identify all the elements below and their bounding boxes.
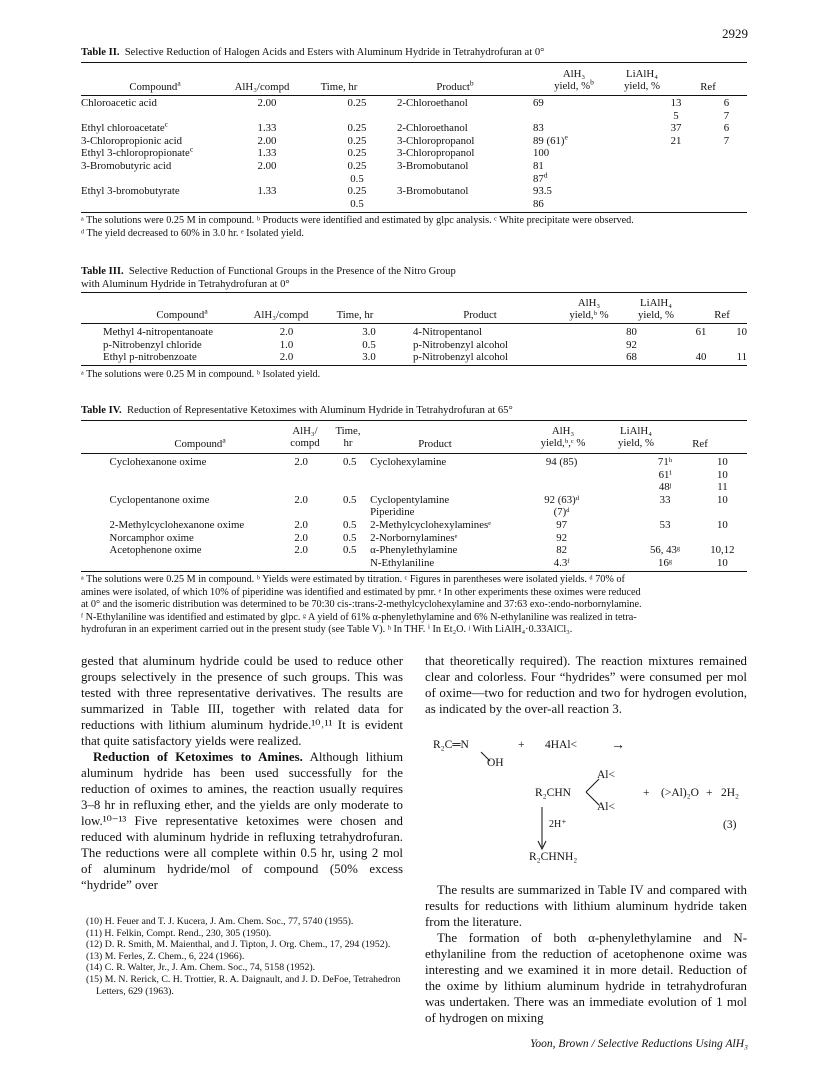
table4-ref-cell: 10	[717, 493, 728, 506]
table2-time-cell: 0.5	[350, 172, 364, 185]
table2-product-cell	[397, 198, 533, 211]
left-column	[81, 653, 403, 893]
table2-header-rule	[81, 95, 747, 96]
table2-ref-cell: 6	[723, 122, 730, 135]
body-paragraph: The formation of both α-phenylethylamine and N-ethylaniline from the reduction of acetophenone oxime was interesting and we examined it in more detail. Reduction of the oxime by lithium aluminum hydride in tetrahydrofuran was undertaken. There was an immediate evolution of 1 mol of hydrogen on mixing	[425, 931, 747, 1025]
table4-ratio-cell: 2.0	[294, 518, 308, 531]
table4-product-cell: 2-Norbornylaminesᵉ	[370, 531, 458, 544]
table4-footnote: hydrofuran in an experiment carried out in the present study (see Table V). ʰ In THF. ⁱ In Et₂O. ʲ With LiAlH₄·0.33AlCl₃.	[81, 624, 573, 635]
table-row	[81, 110, 747, 123]
table3-alh3-cell: 92	[626, 338, 637, 351]
table3-product-cell: 4-Nitropentanol	[413, 326, 482, 338]
table-row	[81, 185, 747, 198]
table4-time-cell: 0.5	[342, 544, 357, 557]
table2-product-cell: 2-Chloroethanol	[397, 97, 468, 109]
table3-product-cell: p-Nitrobenzyl alcohol	[413, 338, 509, 351]
table4-compound-cell: Acetophenone oxime	[109, 544, 202, 557]
table4-ref-cell	[698, 532, 747, 545]
table3-header-compound: Compound$^a$	[156, 306, 208, 321]
table4-product-cell: N-Ethylaniline	[370, 556, 435, 569]
table2-ratio-cell	[217, 110, 317, 123]
reference-item: (14) C. R. Walter, Jr., J. Am. Chem. Soc., 74, 5158 (1952).	[86, 962, 316, 974]
table4-product-cell: 2-Methylcyclohexylaminesᵉ	[370, 518, 491, 531]
table4-header-time: Time, hr	[335, 425, 361, 450]
table2-time-cell: 0.25	[347, 185, 367, 198]
table4-ratio-cell: 2.0	[294, 531, 308, 544]
table4-product-cell: α-Phenylethylamine	[370, 544, 458, 557]
table2-ratio-cell	[217, 173, 317, 186]
table2-product-cell: 3-Bromobutanol	[397, 185, 469, 198]
table4-ratio-cell: 2.0	[294, 456, 308, 468]
table2-lialh4-cell	[646, 185, 706, 198]
table4-ref-cell: 10	[717, 468, 728, 481]
table2-caption	[81, 47, 544, 60]
eq-plus: +	[518, 739, 525, 751]
table2-alh3-cell: 86	[533, 197, 544, 210]
table-row	[81, 506, 747, 519]
table4-lialh4-cell: 56, 43ᵍ	[649, 544, 681, 557]
eq-arrow: →	[611, 738, 625, 753]
table3-time-cell: 3.0	[362, 326, 376, 338]
table2-ref-cell	[706, 198, 747, 211]
table2-ratio-cell: 2.00	[257, 97, 277, 109]
table2-compound-cell	[81, 173, 217, 186]
table4-top-rule	[81, 420, 747, 421]
table4-compound-cell: Cyclohexanone oxime	[109, 456, 207, 468]
table3-ratio-cell: 1.0	[279, 338, 294, 351]
table2-time-cell: 0.25	[347, 147, 367, 160]
eq-number: (3)	[723, 819, 737, 831]
table2-ratio-cell: 1.33	[257, 185, 277, 198]
table-row	[81, 160, 747, 173]
table3-header-lialh4: LiAlH₄ yield, %	[638, 297, 674, 322]
reference-item: (11) H. Felkin, Compt. Rend., 230, 305 (1950).	[86, 927, 272, 939]
table3-ref-cell	[732, 339, 747, 352]
table2-bottom-rule	[81, 212, 747, 213]
table2-compound-cell: 3-Chloropropionic acid	[81, 134, 183, 147]
table4-ref-cell: 10	[717, 556, 728, 569]
table4-header-lialh4: LiAlH₄ yield, %	[618, 425, 654, 450]
reference-item: (10) H. Feuer and T. J. Kucera, J. Am. Chem. Soc., 77, 5740 (1955).	[86, 916, 354, 927]
table2-product-cell: 3-Bromobutanol	[397, 159, 469, 172]
table2-alh3-cell: 69	[533, 97, 544, 109]
body-paragraph: The results are summarized in Table IV and compared with results for reductions with lithium aluminum hydride taken from the literature.	[425, 883, 747, 929]
table2-ratio-cell: 1.33	[257, 147, 277, 160]
table2-ref-cell: 7	[723, 134, 730, 147]
table2-lialh4-cell	[646, 198, 706, 211]
table3-time-cell: 0.5	[362, 338, 376, 351]
table2-ratio-cell: 1.33	[257, 122, 277, 135]
eq-intermediate: R₂CHN	[535, 787, 571, 799]
table2-time-cell: 0.25	[347, 159, 367, 172]
table4-product-cell: Cyclopentylamine	[370, 493, 450, 506]
table4-header-ratio: AlH₃/ compd	[290, 425, 320, 450]
eq-al-bottom: Al<	[597, 801, 615, 813]
eq-reagent: 4HAl<	[545, 739, 578, 751]
table2-product-cell	[397, 110, 533, 123]
table4-lialh4-cell	[632, 506, 697, 519]
table4-compound-cell: 2-Methylcyclohexanone oxime	[109, 518, 245, 531]
reference-item: (12) D. R. Smith, M. Maienthal, and J. Tipton, J. Org. Chem., 17, 294 (1952).	[86, 939, 391, 951]
table-row	[81, 173, 747, 186]
table2-ref-cell	[706, 185, 747, 198]
table3-compound-cell: Ethyl p-nitrobenzoate	[103, 351, 197, 364]
table4-header-compound: Compound$^a$	[174, 435, 226, 450]
table2-body	[81, 97, 747, 210]
table3-label: Table III.	[81, 266, 124, 277]
table2-time-cell: 0.25	[347, 97, 367, 109]
table3-ratio-cell: 2.0	[279, 351, 294, 364]
table-row	[81, 326, 747, 339]
table4-ratio-cell	[273, 469, 329, 482]
table2-lialh4-cell: 37	[670, 122, 682, 135]
eq-oh: OH	[487, 757, 504, 769]
table4-compound-cell	[110, 481, 273, 494]
table-row	[81, 469, 747, 482]
eq-step: 2H⁺	[549, 819, 567, 830]
table4-caption-text: Reduction of Representative Ketoximes with Aluminum Hydride in Tetrahydrofuran at 65°	[126, 405, 513, 416]
table2-time-cell	[317, 110, 397, 123]
table2-alh3-cell: 100	[533, 147, 550, 160]
table-row	[81, 135, 747, 148]
references	[86, 916, 402, 997]
body-paragraph: Reduction of Ketoximes to Amines. Although lithium aluminum hydride has been used successfully for the reduction of oximes to amines, the reaction usually requires 3–8 hr in refluxing ether, and the yields are only moderate to low.¹⁰⁻¹³ Five representative ketoximes were chosen and reduced with aluminum hydride in refluxing tetrahydrofuran. The reductions were all complete within 0.5 hr, using 2 mol of aluminum hydride/mol of compound (50% excess “hydride” over	[81, 750, 403, 892]
table-row	[81, 494, 747, 507]
table2-header-compound: Compound$^a$	[129, 78, 181, 93]
table3-compound-cell: Methyl 4-nitropentanoate	[103, 326, 214, 338]
table4-ref-cell	[698, 506, 747, 519]
table2-lialh4-cell	[646, 147, 706, 160]
table4-footnote: at 0° and the isomeric distribution was determined to be 70:30 cis-:trans-2-methylcyclohexylamine and 37:63 exo-:endo-norbornylamine.	[81, 599, 642, 610]
table2-alh3-cell	[533, 110, 646, 123]
table4-time-cell: 0.5	[342, 456, 357, 468]
table4-alh3-cell: 82	[556, 544, 568, 557]
table4-product-cell	[370, 481, 491, 494]
table4-footnotes	[81, 574, 751, 637]
table3-lialh4-cell: 61	[695, 326, 707, 338]
reference-item: (13) M. Ferles, Z. Chem., 6, 224 (1966).	[86, 950, 245, 962]
table-row	[81, 544, 747, 557]
table2-alh3-cell: 83	[533, 122, 544, 135]
table2-alh3-cell: 81	[533, 159, 544, 172]
table4-alh3-cell: 4.3ᶠ	[553, 556, 570, 569]
table4-header-ref: Ref	[692, 438, 708, 450]
table2-alh3-cell: 87$^d$	[533, 169, 548, 185]
section-heading: Reduction of Ketoximes to Amines.	[93, 750, 303, 764]
body-paragraph: gested that aluminum hydride could be used to reduce other groups selectively in the presence of such groups. This was tested with three representative derivatives. The results are summarized in Table III, together with related data for reductions with lithium aluminum hydride.¹⁰˒¹¹ It is evident that quite satisfactory yields were realized.	[81, 654, 403, 748]
table-row	[81, 97, 747, 110]
table4-compound-cell	[110, 506, 273, 519]
table2-lialh4-cell: 13	[670, 97, 682, 109]
table2-lialh4-cell	[646, 160, 706, 173]
table4-alh3-cell: 97	[556, 518, 568, 531]
table3-header-alh3: AlH₃ yield,ᵇ %	[569, 297, 609, 322]
table2-header-ratio: AlH₃/compd	[234, 81, 290, 93]
table3-lialh4-cell: 40	[695, 351, 707, 364]
eq-reactant: R₂C═N	[433, 739, 469, 751]
table3-ratio-cell: 2.0	[279, 326, 294, 338]
table4-ref-cell: 10	[717, 518, 728, 531]
table2-ref-cell	[706, 160, 747, 173]
table2-footnotes	[81, 215, 751, 240]
eq-byproduct: (>Al)₂O	[661, 787, 699, 799]
table3-header-ref: Ref	[714, 309, 730, 321]
table2-footnote: ᵈ The yield decreased to 60% in 3.0 hr. ᵉ Isolated yield.	[81, 227, 304, 239]
reference-item: (15) M. N. Rerick, C. H. Trottier, R. A. Daignault, and J. D. DeFoe, Tetrahedron Letters, 629 (1963).	[86, 973, 401, 997]
table4-header-alh3: AlH₃ yield,ᵇ,ᶜ %	[540, 425, 586, 450]
table2-ratio-cell: 2.00	[257, 159, 277, 172]
table2-ref-cell	[706, 147, 747, 160]
table4-alh3-cell	[491, 481, 632, 494]
table4-ratio-cell	[273, 481, 329, 494]
table4-time-cell: 0.5	[342, 518, 357, 531]
table3-alh3-cell: 68	[626, 351, 637, 364]
table4-alh3-cell: 92 (63)ᵈ	[544, 493, 580, 506]
table4-lialh4-cell: 33	[659, 493, 671, 506]
right-column-para1: that theoretically required). The reaction mixtures remained clear and colorless. Four “hydrides” were consumed per mol of oxime—two for reduction and two for hydrogen evolution, as indicated by the over-all reaction 3.	[425, 654, 747, 716]
table-row	[81, 456, 747, 469]
right-column-lower	[425, 882, 747, 1026]
table3-alh3-cell: 80	[626, 326, 637, 338]
table2-alh3-cell: 89 $(61)^e$	[533, 132, 568, 147]
table4-footnote: ᵃ The solutions were 0.25 M in compound. ᵇ Yields were estimated by titration. ᶜ Figures in parentheses were isolated yields. ᵈ 70% of	[81, 574, 625, 585]
table2-product-cell: 3-Chloropropanol	[397, 147, 475, 160]
table2-header-lialh4: LiAlH₄ yield, %	[624, 68, 660, 93]
table4-time-cell: 0.5	[342, 531, 357, 544]
table4-product-cell: Cyclohexylamine	[370, 456, 447, 468]
table4-bottom-rule	[81, 571, 747, 572]
table4-ratio-cell	[273, 557, 329, 570]
table2-lialh4-cell	[646, 173, 706, 186]
table4-compound-cell: Cyclopentanone oxime	[109, 493, 210, 506]
eq-product: R₂CHNH₂	[529, 851, 578, 863]
table3-caption-text-2: with Aluminum Hydride in Tetrahydrofuran at 0°	[81, 278, 290, 290]
table2-alh3-cell: 93.5	[533, 185, 552, 198]
table4-footnote: amines were isolated, of which 10% of piperidine was identified and estimated by pmr. ᵉ In other experiments these oximes were reduced	[81, 586, 641, 598]
table4-compound-cell: Norcamphor oxime	[109, 531, 194, 544]
table4-ratio-cell	[273, 506, 329, 519]
table-row	[81, 519, 747, 532]
table2-compound-cell	[81, 110, 217, 123]
table2-header-ref: Ref	[700, 81, 716, 93]
table2-header-alh3: AlH₃ yield, %$^b$	[554, 68, 594, 93]
table4-time-cell	[329, 469, 370, 482]
table-row	[81, 198, 747, 211]
table4-ref-cell: 10,12	[710, 544, 735, 557]
table4-lialh4-cell	[632, 532, 697, 545]
table2-compound-cell	[81, 198, 217, 211]
table2-ratio-cell	[217, 198, 317, 211]
table4-alh3-cell	[491, 469, 632, 482]
table4-header-product: Product	[418, 438, 452, 450]
table4-lialh4-cell: 61ⁱ	[658, 468, 672, 481]
table2-ref-cell: 7	[723, 109, 730, 122]
table3-lialh4-cell	[670, 339, 732, 352]
eq-plus: +	[643, 787, 650, 799]
table3-caption	[81, 266, 456, 291]
eq-plus: +	[706, 787, 713, 799]
table-row	[81, 122, 747, 135]
table4-ratio-cell: 2.0	[294, 493, 308, 506]
table3-bottom-rule	[81, 365, 747, 366]
page-number: 2929	[722, 26, 748, 41]
table4-label: Table IV.	[81, 405, 122, 416]
table3-compound-cell: p-Nitrobenzyl chloride	[103, 338, 202, 351]
table4-product-cell	[370, 469, 491, 482]
table4-ratio-cell: 2.0	[294, 544, 308, 557]
table2-time-cell: 0.5	[350, 197, 364, 210]
table2-product-cell: 2-Chloroethanol	[397, 122, 468, 135]
table2-header-product: Product$^b$	[436, 78, 474, 93]
table3-header-rule	[81, 323, 747, 324]
table4-alh3-cell: 92	[556, 531, 568, 544]
table3-footnote: ᵃ The solutions were 0.25 M in compound. ᵇ Isolated yield.	[81, 369, 321, 380]
table3-time-cell: 3.0	[362, 351, 376, 364]
table3-body	[81, 326, 747, 364]
table4-footnote: ᶠ N-Ethylaniline was identified and estimated by glpc. ᵍ A yield of 61% α-phenylethylamine and 6% N-ethylaniline was realized in tetra-	[81, 611, 637, 623]
table4-header-rule	[81, 453, 747, 454]
table2-footnote: ᵃ The solutions were 0.25 M in compound. ᵇ Products were identified and estimated by glpc analysis. ᶜ White precipitate were observed.	[81, 215, 634, 226]
table2-compound-cell: Ethyl chloroacetate$^c$	[81, 119, 168, 135]
table4-time-cell	[329, 506, 370, 519]
table4-time-cell	[329, 557, 370, 570]
table4-ref-cell: 10	[717, 456, 728, 468]
table4-ref-cell: 11	[717, 481, 728, 494]
table-row	[81, 339, 747, 352]
table3-top-rule	[81, 292, 747, 293]
table-row	[81, 557, 747, 570]
table-row	[81, 351, 747, 364]
table4-time-cell	[329, 481, 370, 494]
table4-alh3-cell: 94 (85)	[545, 456, 578, 468]
table2-lialh4-cell: 21	[670, 134, 682, 147]
table2-label: Table II.	[81, 47, 120, 58]
table4-product-cell: Piperidine	[370, 506, 415, 519]
table3-caption-text: Selective Reduction of Functional Groups in the Presence of the Nitro Group	[128, 266, 456, 277]
table2-ref-cell	[706, 173, 747, 186]
table2-compound-cell: Ethyl 3-bromobutyrate	[81, 185, 180, 198]
table2-ratio-cell: 2.00	[257, 134, 277, 147]
table4-alh3-cell: (7)ᵈ	[553, 506, 570, 519]
table3-header-ratio: AlH₃/compd	[253, 309, 309, 321]
table2-compound-cell: 3-Bromobutyric acid	[81, 159, 172, 172]
table2-product-cell: 3-Chloropropanol	[397, 134, 475, 147]
table2-ref-cell: 6	[723, 97, 730, 109]
table2-product-cell	[397, 173, 533, 186]
reaction-equation	[425, 725, 747, 865]
table4-body	[81, 456, 747, 569]
table4-caption	[81, 405, 513, 418]
table-row	[81, 532, 747, 545]
table-row	[81, 147, 747, 160]
running-footer: Yoon, Brown / Selective Reductions Using AlH₃	[530, 1038, 748, 1050]
table4-lialh4-cell: 16ᵍ	[658, 556, 673, 569]
table4-lialh4-cell: 71ʰ	[657, 456, 673, 468]
eq-down-arrow	[537, 807, 547, 853]
table4-lialh4-cell: 48ʲ	[658, 481, 672, 494]
table2-time-cell: 0.25	[347, 122, 367, 135]
table4-time-cell: 0.5	[342, 493, 357, 506]
eq-al-top: Al<	[597, 769, 615, 781]
table2-time-cell: 0.25	[347, 134, 367, 147]
table3-header-time: Time, hr	[336, 309, 374, 321]
table3-ref-cell: 10	[736, 326, 747, 338]
table3-product-cell: p-Nitrobenzyl alcohol	[413, 351, 509, 364]
table-row	[81, 481, 747, 494]
eq-hydrogen: 2H₂	[721, 787, 740, 799]
table2-compound-cell: Chloroacetic acid	[81, 97, 157, 109]
table2-top-rule	[81, 62, 747, 63]
table4-lialh4-cell: 53	[659, 518, 671, 531]
table3-header-product: Product	[463, 309, 497, 321]
table2-lialh4-cell: 5	[673, 109, 679, 122]
table4-compound-cell	[110, 469, 273, 482]
table3-ref-cell: 11	[736, 351, 747, 364]
table2-header-time: Time, hr	[320, 81, 358, 93]
table2-compound-cell: Ethyl 3-chloropropionate$^c$	[81, 144, 194, 160]
table2-caption-text: Selective Reduction of Halogen Acids and Esters with Aluminum Hydride in Tetrahydrofuran at 0°	[124, 47, 545, 58]
table4-compound-cell	[110, 557, 273, 570]
